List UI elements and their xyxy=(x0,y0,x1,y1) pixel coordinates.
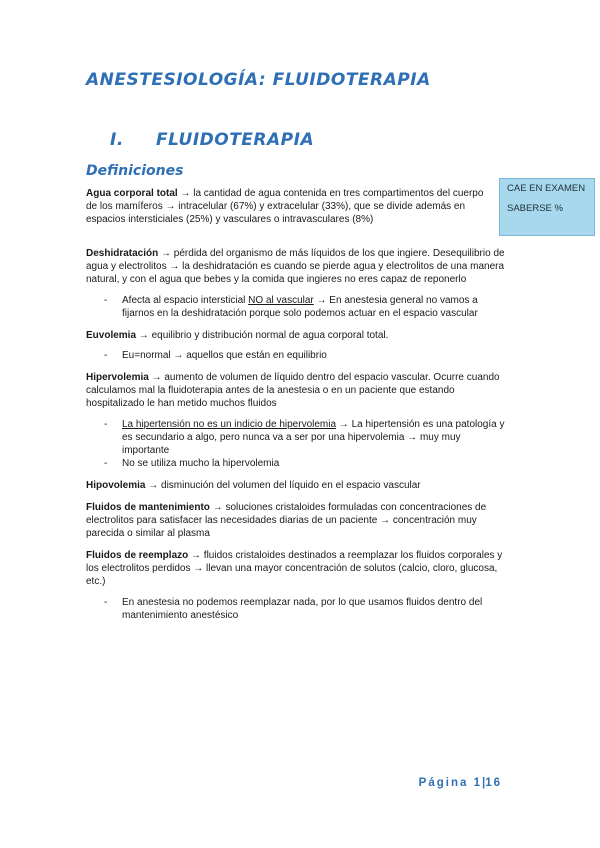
page-separator: | xyxy=(481,777,486,789)
definition-term: Agua corporal total xyxy=(86,188,178,199)
section-title: FLUIDOTERAPIA xyxy=(156,130,315,150)
definition-term: Euvolemia xyxy=(86,330,137,341)
exam-callout-box xyxy=(499,178,595,236)
definitions-heading: Definiciones xyxy=(86,163,184,179)
callout-line-percent: SABERSE % xyxy=(507,203,563,214)
bullet-list xyxy=(86,294,506,320)
definition-hipervolemia xyxy=(86,371,506,410)
bullet-list xyxy=(86,418,506,470)
definition-hipovolemia xyxy=(86,479,506,492)
definitions-content xyxy=(86,187,506,622)
list-item: - Afecta al espacio intersticial NO al vascular → En anestesia general no vamos a fijarnos en la deshidratación porque solo podemos actuar en el espacio vascular xyxy=(86,294,506,320)
definition-term: Deshidratación xyxy=(86,248,159,259)
definition-term: Fluidos de reemplazo xyxy=(86,550,189,561)
section-number: I. xyxy=(110,130,124,150)
bullet-list xyxy=(86,349,506,362)
definition-fluidos-mantenimiento xyxy=(86,501,506,540)
definition-text: → la cantidad de agua contenida en tres compartimentos del cuerpo de los mamíferos → intracelular (67%) y extracelular (33%), que se divide además en espacios intersticiales (25%) y vasculares o intravasculares (8%) xyxy=(86,188,484,225)
list-item: - En anestesia no podemos reemplazar nada, por lo que usamos fluidos dentro del mantenimiento anestésico xyxy=(86,596,506,622)
list-item: - La hipertensión no es un indicio de hipervolemia → La hipertensión es una patología y es secundario a algo, pero nunca va a ser por una hipervolemia → muy muy importante xyxy=(86,418,506,457)
definition-term: Hipervolemia xyxy=(86,372,149,383)
definition-agua xyxy=(86,187,496,226)
definition-text: → disminución del volumen del líquido en el espacio vascular xyxy=(145,480,421,491)
definition-fluidos-reemplazo xyxy=(86,549,506,588)
document-title: ANESTESIOLOGÍA: FLUIDOTERAPIA xyxy=(86,70,431,90)
page-number: 1 xyxy=(473,777,482,789)
list-item: - Eu=normal → aquellos que están en equilibrio xyxy=(86,349,506,362)
definition-text: → equilibrio y distribución normal de agua corporal total. xyxy=(136,330,389,341)
bullet-list xyxy=(86,596,506,622)
page-total: 16 xyxy=(485,777,502,789)
page-label: Página xyxy=(418,777,469,789)
definition-text: → aumento de volumen de líquido dentro del espacio vascular. Ocurre cuando calculamos mal la fluidoterapia antes de la anestesia o en un paciente que estando hospitalizado le han metido muchos fluidos xyxy=(86,372,500,409)
section-heading xyxy=(110,130,314,150)
definition-text: → fluidos cristaloides destinados a reemplazar los fluidos corporales y los electrolitos perdidos → llevan una mayor concentración de solutos (calcio, cloro, glucosa, etc.) xyxy=(86,550,503,587)
definition-euvolemia xyxy=(86,329,506,342)
definition-deshidratacion xyxy=(86,247,506,286)
definition-text: → pérdida del organismo de más líquidos de los que ingiere. Desequilibrio de agua y electrolitos → la deshidratación es cuando se pierde agua y electrolitos de una manera natural, y con el agua que bebes y la comida que ingieres no eres capaz de reponerlo xyxy=(86,248,505,285)
page-footer xyxy=(419,777,502,789)
definition-term: Hipovolemia xyxy=(86,480,146,491)
definition-term: Fluidos de mantenimiento xyxy=(86,502,210,513)
callout-line-exam: CAE EN EXAMEN xyxy=(507,183,586,194)
definition-text: → soluciones cristaloides formuladas con concentraciones de electrolitos para satisfacer las necesidades diarias de un paciente → concentración muy parecida o similar al plasma xyxy=(86,502,487,539)
list-item: - No se utiliza mucho la hipervolemia xyxy=(86,457,506,470)
